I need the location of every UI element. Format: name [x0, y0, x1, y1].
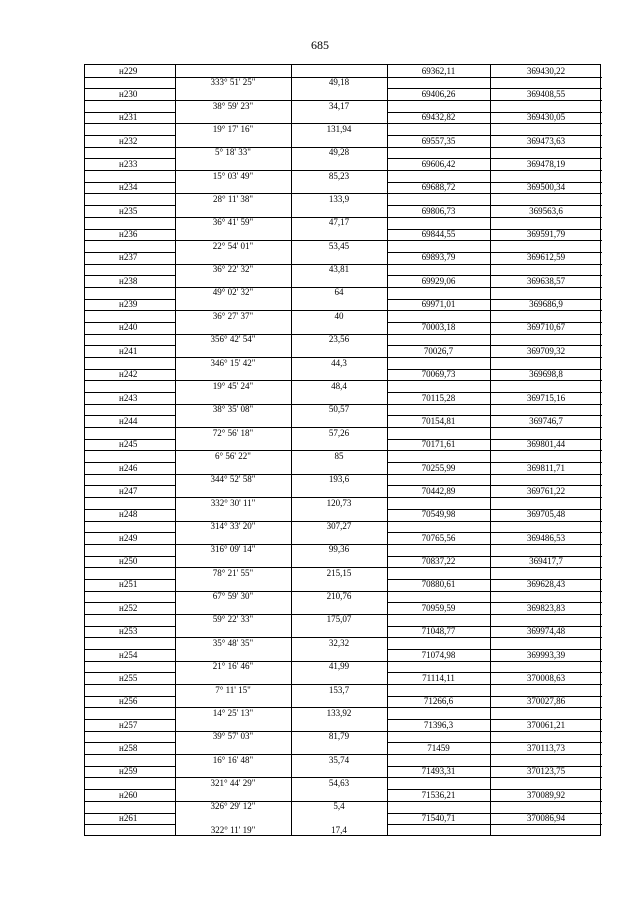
- segment-length: 120,73: [326, 497, 352, 508]
- row-divider: [387, 170, 602, 171]
- direction-angle: 344° 52' 58": [210, 474, 256, 485]
- segment-length: 131,94: [326, 123, 352, 134]
- coordinate-y: 369811,71: [527, 462, 565, 473]
- segment-length: 99,36: [328, 544, 350, 555]
- coordinate-y: 370061,21: [526, 719, 566, 730]
- coordinate-x: 71536,21: [421, 789, 456, 800]
- row-divider: [387, 754, 602, 755]
- coordinate-y: 369591,79: [526, 229, 566, 240]
- direction-angle: 316° 09' 14": [210, 544, 256, 555]
- coordinate-y: 369974,48: [526, 626, 566, 637]
- direction-angle: 332° 30' 11": [210, 497, 256, 508]
- row-divider: [175, 637, 387, 638]
- row-divider: [85, 450, 175, 451]
- row-divider: [85, 380, 175, 381]
- row-divider: [387, 824, 602, 825]
- row-divider: [175, 777, 387, 778]
- coordinate-x: 69893,79: [421, 252, 456, 263]
- segment-length: 85: [334, 450, 344, 461]
- coordinate-y: 369638,57: [526, 275, 566, 286]
- segment-length: 40: [334, 310, 344, 321]
- row-divider: [175, 754, 387, 755]
- direction-angle: 19° 45' 24": [212, 380, 254, 391]
- point-id: н235: [119, 205, 138, 216]
- row-divider: [175, 801, 387, 802]
- row-divider: [387, 637, 602, 638]
- row-divider: [85, 754, 175, 755]
- row-divider: [85, 147, 175, 148]
- coordinate-y: 369801,44: [526, 439, 566, 450]
- point-id: н255: [119, 672, 138, 683]
- direction-angle: 7° 11' 15": [215, 684, 251, 695]
- direction-angle: 22° 54' 01": [212, 240, 254, 251]
- coordinate-x: 69844,55: [421, 229, 456, 240]
- row-divider: [85, 567, 175, 568]
- coordinate-y: 369761,22: [526, 485, 566, 496]
- row-divider: [387, 591, 602, 592]
- coordinate-y: 369628,43: [526, 579, 566, 590]
- row-divider: [85, 521, 175, 522]
- coordinate-y: 369746,7: [529, 415, 563, 426]
- segment-length: 81,79: [328, 731, 350, 742]
- row-divider: [85, 170, 175, 171]
- row-divider: [175, 240, 387, 241]
- row-divider: [175, 380, 387, 381]
- segment-length: 57,26: [328, 427, 350, 438]
- row-divider: [85, 777, 175, 778]
- direction-angle: 16° 16' 48": [212, 754, 254, 765]
- segment-length: 41,99: [328, 661, 350, 672]
- row-divider: [175, 334, 387, 335]
- row-divider: [387, 193, 602, 194]
- direction-angle: 14° 25' 13": [212, 707, 254, 718]
- row-divider: [85, 497, 175, 498]
- point-id: н240: [119, 322, 138, 333]
- point-id: н230: [119, 88, 138, 99]
- row-divider: [85, 240, 175, 241]
- direction-angle: 333° 51' 25": [210, 77, 256, 88]
- coordinate-y: 369500,34: [526, 182, 566, 193]
- direction-angle: 36° 22' 32": [212, 264, 254, 275]
- row-divider: [175, 77, 387, 78]
- point-id: н253: [119, 626, 138, 637]
- point-id: н259: [119, 766, 138, 777]
- row-divider: [387, 77, 602, 78]
- row-divider: [85, 77, 175, 78]
- coordinate-x: 70255,99: [421, 462, 456, 473]
- segment-length: 49,28: [328, 147, 350, 158]
- segment-length: 35,74: [328, 754, 350, 765]
- row-divider: [175, 427, 387, 428]
- segment-length: 175,07: [326, 614, 352, 625]
- direction-angle: 49° 02' 32": [212, 287, 254, 298]
- coordinate-x: 70026,7: [423, 345, 454, 356]
- direction-angle: 321° 44' 29": [210, 777, 256, 788]
- coordinate-x: 69362,11: [421, 65, 456, 76]
- point-id: н250: [119, 556, 138, 567]
- row-divider: [85, 731, 175, 732]
- row-divider: [387, 334, 602, 335]
- point-id: н231: [119, 112, 138, 123]
- coordinate-y: 369417,7: [529, 556, 563, 567]
- coordinate-y: 369563,6: [529, 205, 563, 216]
- segment-length: 85,23: [328, 170, 350, 181]
- point-id: н246: [119, 462, 138, 473]
- point-id: н257: [119, 719, 138, 730]
- point-id: н234: [119, 182, 138, 193]
- segment-length: 193,6: [328, 474, 350, 485]
- row-divider: [387, 661, 602, 662]
- coordinate-y: 370123,75: [526, 766, 566, 777]
- direction-angle: 19° 17' 16": [212, 123, 254, 134]
- row-divider: [387, 544, 602, 545]
- row-divider: [175, 310, 387, 311]
- direction-angle: 35° 48' 35": [212, 637, 254, 648]
- segment-length: 17,4: [331, 824, 347, 835]
- point-id: н242: [119, 369, 138, 380]
- segment-length: 64: [334, 287, 344, 298]
- coordinate-y: 370086,94: [526, 813, 566, 824]
- direction-angle: 322° 11' 19": [210, 824, 256, 835]
- row-divider: [387, 357, 602, 358]
- row-divider: [85, 614, 175, 615]
- row-divider: [387, 567, 602, 568]
- segment-length: 54,63: [328, 777, 350, 788]
- coordinate-y: 369612,59: [526, 252, 566, 263]
- point-id: н254: [119, 649, 138, 660]
- row-divider: [175, 521, 387, 522]
- row-divider: [387, 707, 602, 708]
- coordinate-y: 370027,86: [526, 696, 566, 707]
- coordinate-y: 369473,63: [526, 135, 566, 146]
- row-divider: [387, 380, 602, 381]
- row-divider: [175, 147, 387, 148]
- point-id: н232: [119, 135, 138, 146]
- direction-angle: 72° 56' 18": [212, 427, 254, 438]
- coordinates-table: [84, 64, 601, 836]
- coordinate-x: 71114,11: [422, 672, 455, 683]
- point-id: н261: [119, 813, 138, 824]
- row-divider: [85, 637, 175, 638]
- row-divider: [175, 474, 387, 475]
- row-divider: [387, 217, 602, 218]
- direction-angle: 326° 29' 12": [210, 801, 256, 812]
- row-divider: [387, 264, 602, 265]
- segment-length: 43,81: [328, 264, 350, 275]
- row-divider: [387, 287, 602, 288]
- row-divider: [85, 100, 175, 101]
- direction-angle: 356° 42' 54": [210, 334, 256, 345]
- row-divider: [387, 614, 602, 615]
- direction-angle: 67° 59' 30": [212, 591, 254, 602]
- coordinate-y: 369430,22: [526, 65, 566, 76]
- segment-length: 133,92: [326, 707, 352, 718]
- direction-angle: 5° 18' 33": [215, 147, 251, 158]
- row-divider: [85, 661, 175, 662]
- direction-angle: 78° 21' 55": [212, 567, 254, 578]
- coordinate-x: 70003,18: [421, 322, 456, 333]
- segment-length: 50,57: [328, 404, 350, 415]
- coordinate-y: 369698,8: [529, 369, 563, 380]
- direction-angle: 28° 11' 38": [212, 193, 254, 204]
- coordinate-x: 70069,73: [421, 369, 456, 380]
- row-divider: [175, 497, 387, 498]
- coordinate-x: 71074,98: [421, 649, 456, 660]
- row-divider: [175, 684, 387, 685]
- direction-angle: 346° 15' 42": [210, 357, 256, 368]
- row-divider: [85, 824, 175, 825]
- row-divider: [85, 217, 175, 218]
- direction-angle: 39° 57' 03": [212, 731, 254, 742]
- direction-angle: 36° 27' 37": [212, 310, 254, 321]
- point-id: н236: [119, 229, 138, 240]
- direction-angle: 36° 41' 59": [212, 217, 254, 228]
- row-divider: [387, 427, 602, 428]
- row-divider: [175, 450, 387, 451]
- row-divider: [85, 357, 175, 358]
- row-divider: [85, 707, 175, 708]
- point-id: н260: [119, 789, 138, 800]
- direction-angle: 38° 59' 23": [212, 100, 254, 111]
- coordinate-y: 369715,16: [526, 392, 566, 403]
- row-divider: [85, 287, 175, 288]
- row-divider: [85, 264, 175, 265]
- segment-length: 32,32: [328, 637, 350, 648]
- coordinate-y: 369993,39: [526, 649, 566, 660]
- row-divider: [175, 707, 387, 708]
- coordinate-y: 369710,67: [526, 322, 566, 333]
- segment-length: 133,9: [328, 193, 350, 204]
- point-id: н251: [119, 579, 138, 590]
- row-divider: [85, 334, 175, 335]
- coordinate-y: 369486,53: [526, 532, 566, 543]
- point-id: н244: [119, 415, 138, 426]
- segment-length: 210,76: [326, 591, 352, 602]
- row-divider: [175, 170, 387, 171]
- row-divider: [387, 404, 602, 405]
- coordinate-x: 69971,01: [421, 299, 456, 310]
- coordinate-x: 70959,59: [421, 602, 456, 613]
- coordinate-x: 69806,73: [421, 205, 456, 216]
- point-id: н247: [119, 485, 138, 496]
- direction-angle: 38° 35' 08": [212, 404, 254, 415]
- coordinate-y: 370008,63: [526, 672, 566, 683]
- row-divider: [85, 591, 175, 592]
- segment-length: 53,45: [328, 240, 350, 251]
- coordinate-x: 70115,28: [421, 392, 456, 403]
- segment-length: 49,18: [328, 77, 350, 88]
- point-id: н248: [119, 509, 138, 520]
- point-id: н256: [119, 696, 138, 707]
- row-divider: [175, 731, 387, 732]
- coordinate-x: 71266,6: [423, 696, 454, 707]
- coordinate-y: 370113,73: [527, 742, 565, 753]
- row-divider: [387, 521, 602, 522]
- row-divider: [85, 427, 175, 428]
- row-divider: [175, 287, 387, 288]
- point-id: н237: [119, 252, 138, 263]
- row-divider: [387, 450, 602, 451]
- row-divider: [175, 357, 387, 358]
- row-divider: [387, 777, 602, 778]
- point-id: н238: [119, 275, 138, 286]
- segment-length: 44,3: [331, 357, 347, 368]
- segment-length: 34,17: [328, 100, 350, 111]
- segment-length: 48,4: [331, 380, 347, 391]
- row-divider: [387, 147, 602, 148]
- coordinate-x: 69688,72: [421, 182, 456, 193]
- point-id: н243: [119, 392, 138, 403]
- coordinate-x: 69406,26: [421, 88, 456, 99]
- coordinate-x: 71396,3: [423, 719, 454, 730]
- row-divider: [175, 404, 387, 405]
- direction-angle: 15° 03' 49": [212, 170, 254, 181]
- row-divider: [85, 544, 175, 545]
- segment-length: 5,4: [333, 801, 345, 812]
- row-divider: [175, 217, 387, 218]
- direction-angle: 6° 56' 22": [215, 450, 251, 461]
- coordinate-x: 69432,82: [421, 112, 456, 123]
- coordinate-x: 69557,35: [421, 135, 456, 146]
- segment-length: 307,27: [326, 521, 352, 532]
- coordinate-y: 369709,32: [526, 345, 566, 356]
- row-divider: [175, 100, 387, 101]
- coordinate-y: 369686,9: [529, 299, 563, 310]
- point-id: н249: [119, 532, 138, 543]
- coordinate-x: 70880,61: [421, 579, 456, 590]
- row-divider: [387, 474, 602, 475]
- row-divider: [85, 123, 175, 124]
- point-id: н239: [119, 299, 138, 310]
- segment-length: 23,56: [328, 334, 350, 345]
- row-divider: [85, 310, 175, 311]
- direction-angle: 21° 16' 46": [212, 661, 254, 672]
- point-id: н258: [119, 742, 138, 753]
- row-divider: [175, 661, 387, 662]
- point-id: н233: [119, 158, 138, 169]
- coordinate-y: 369430,05: [526, 112, 566, 123]
- coordinate-x: 71493,31: [421, 766, 456, 777]
- coordinate-x: 70154,81: [421, 415, 456, 426]
- coordinate-x: 71048,77: [421, 626, 456, 637]
- row-divider: [85, 684, 175, 685]
- segment-length: 47,17: [328, 217, 350, 228]
- row-divider: [175, 544, 387, 545]
- coordinate-x: 70837,22: [421, 556, 456, 567]
- row-divider: [85, 404, 175, 405]
- row-divider: [387, 801, 602, 802]
- coordinate-x: 71540,71: [421, 813, 456, 824]
- coordinate-y: 369823,83: [526, 602, 566, 613]
- coordinate-x: 71459: [427, 742, 450, 753]
- point-id: н241: [119, 345, 138, 356]
- coordinate-x: 69606,42: [421, 158, 456, 169]
- coordinate-y: 369705,48: [526, 509, 566, 520]
- page-number: 685: [311, 38, 329, 52]
- row-divider: [387, 100, 602, 101]
- row-divider: [387, 684, 602, 685]
- row-divider: [85, 193, 175, 194]
- row-divider: [175, 591, 387, 592]
- coordinate-y: 369478,19: [526, 158, 566, 169]
- row-divider: [175, 567, 387, 568]
- point-id: н245: [119, 439, 138, 450]
- segment-length: 215,15: [326, 567, 352, 578]
- row-divider: [175, 264, 387, 265]
- row-divider: [85, 474, 175, 475]
- direction-angle: 59° 22' 33": [212, 614, 254, 625]
- coordinate-x: 70171,61: [421, 439, 456, 450]
- coordinate-x: 70442,89: [421, 485, 456, 496]
- row-divider: [85, 801, 175, 802]
- point-id: н252: [119, 602, 138, 613]
- coordinate-x: 70549,98: [421, 509, 456, 520]
- direction-angle: 314° 33' 20": [210, 521, 256, 532]
- row-divider: [175, 123, 387, 124]
- row-divider: [387, 123, 602, 124]
- row-divider: [387, 497, 602, 498]
- segment-length: 153,7: [328, 684, 350, 695]
- row-divider: [175, 614, 387, 615]
- row-divider: [175, 193, 387, 194]
- coordinate-y: 370089,92: [526, 789, 566, 800]
- coordinate-y: 369408,55: [526, 88, 566, 99]
- coordinate-x: 69929,06: [421, 275, 456, 286]
- coordinate-x: 70765,56: [421, 532, 456, 543]
- row-divider: [387, 731, 602, 732]
- point-id: н229: [119, 65, 138, 76]
- row-divider: [387, 240, 602, 241]
- row-divider: [387, 310, 602, 311]
